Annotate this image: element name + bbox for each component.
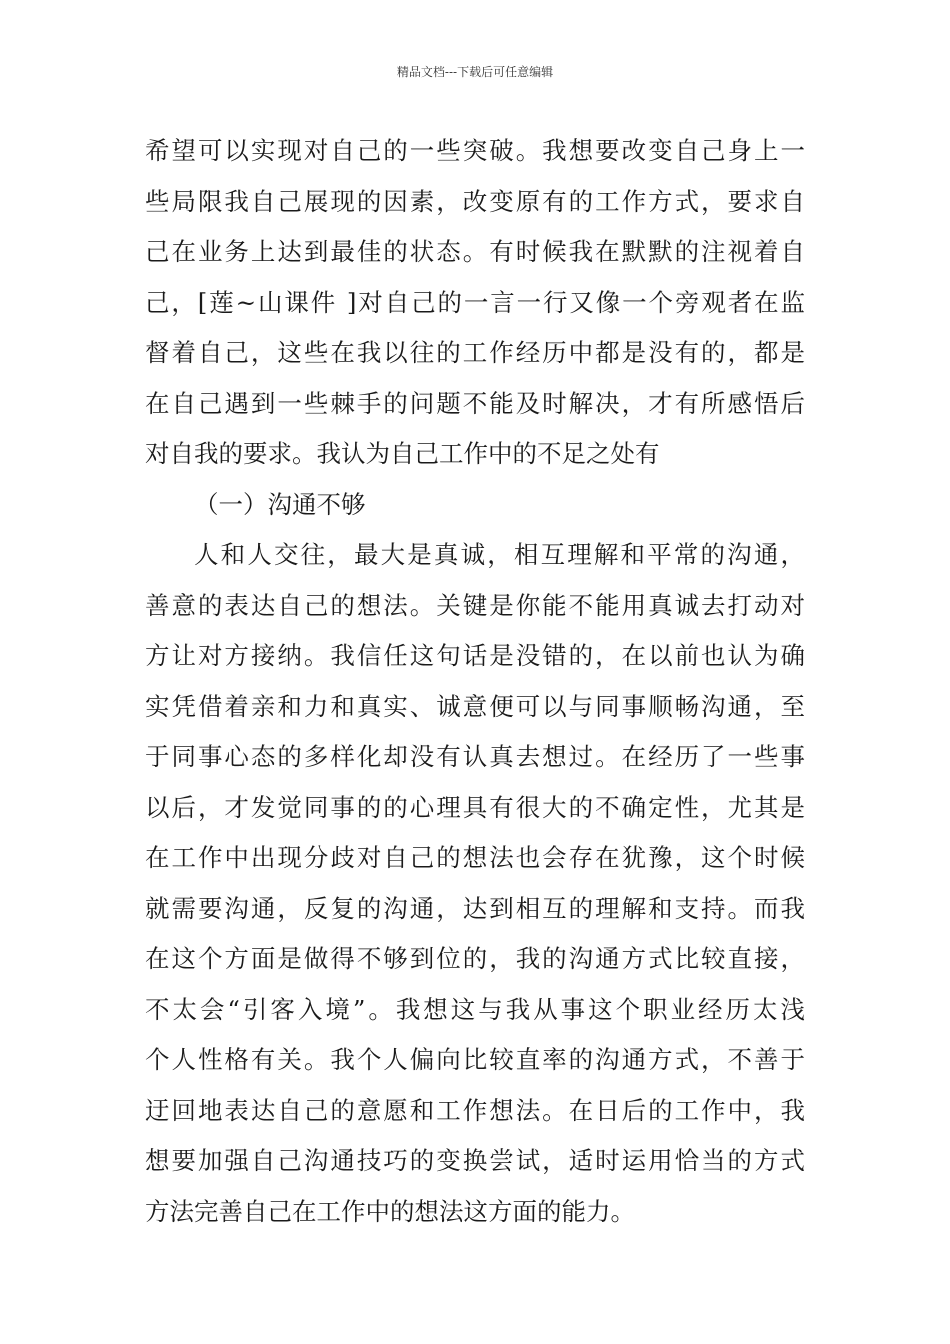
page-header: 精品文档---下载后可任意编辑	[396, 65, 554, 79]
section-heading: （一）沟通不够	[194, 489, 366, 519]
text-line: 些局限我自己展现的因素，改变原有的工作方式，要求自	[145, 186, 805, 216]
text-line: 想要加强自己沟通技巧的变换尝试，适时运用恰当的方式	[145, 1146, 805, 1175]
text-line: 人和人交往，最大是真诚，相互理解和平常的沟通，	[194, 540, 805, 569]
text-line: 希望可以实现对自己的一些突破。我想要改变自己身上一	[145, 136, 805, 165]
text-line: 以后，才发觉同事的的心理具有很大的不确定性，尤其是	[145, 792, 805, 822]
text-line: 在工作中出现分歧对自己的想法也会存在犹豫，这个时候	[145, 843, 805, 872]
text-line: 在这个方面是做得不够到位的，我的沟通方式比较直接，	[145, 944, 805, 973]
text-line: 方让对方接纳。我信任这句话是没错的，在以前也认为确	[145, 641, 805, 670]
text-line: 不太会“引客入境”。我想这与我从事这个职业经历太浅	[145, 994, 805, 1024]
text-line: 方法完善自己在工作中的想法这方面的能力。	[145, 1196, 635, 1226]
text-line: 督着自己，这些在我以往的工作经历中都是没有的，都是	[145, 338, 805, 367]
text-line: 善意的表达自己的想法。关键是你能不能用真诚去打动对	[145, 590, 805, 620]
text-line: 对自我的要求。我认为自己工作中的不足之处有	[145, 439, 660, 468]
text-line: 个人性格有关。我个人偏向比较直率的沟通方式，不善于	[145, 1045, 805, 1074]
document-body	[145, 126, 805, 1237]
text-line: 迂回地表达自己的意愿和工作想法。在日后的工作中，我	[145, 1095, 805, 1125]
text-line: 实凭借着亲和力和真实、诚意便可以与同事顺畅沟通，至	[145, 691, 805, 721]
text-line: 在自己遇到一些棘手的问题不能及时解决，才有所感悟后	[145, 388, 805, 418]
text-line: 己，[莲~山课件 ]对自己的一言一行又像一个旁观者在监	[145, 287, 805, 317]
text-line: 就需要沟通，反复的沟通，达到相互的理解和支持。而我	[145, 893, 805, 923]
text-line: 于同事心态的多样化却没有认真去想过。在经历了一些事	[145, 742, 805, 771]
text-line: 己在业务上达到最佳的状态。有时候我在默默的注视着自	[145, 237, 805, 266]
